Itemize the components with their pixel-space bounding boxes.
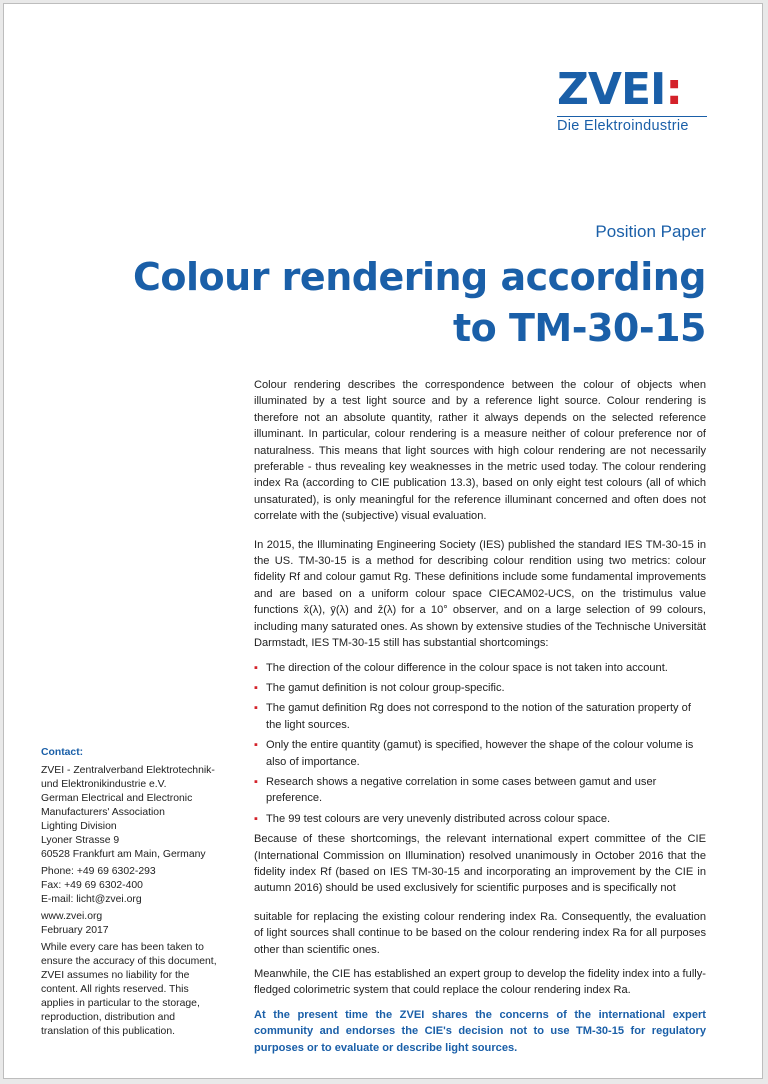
paragraph-cie-resolution: Because of these shortcomings, the relevant international expert committee of the CIE (International Commission on Illumination) resolved unanimously in October 2016 that the fidelity index Rf (based on IES TM-30-15 and incorporating an improvement by the CIE in autumn 2016) should be used exclusively for scientific purposes and is specifically not	[254, 833, 706, 895]
list-item: ▪ The gamut definition is not colour group-specific.	[254, 680, 706, 696]
contact-fax: Fax: +49 69 6302-400	[41, 880, 143, 891]
disclaimer: While every care has been taken to ensure the accuracy of this document, ZVEI assumes no liability for the content. All rights reserved. This applies in particular to the storage, reproduction, distribution and translation of this publication.	[41, 942, 217, 1037]
list-item: ▪ Research shows a negative correlation in some cases between gamut and user preference.	[254, 774, 706, 807]
list-item: ▪ The gamut definition Rg does not correspond to the notion of the saturation property of the light sources.	[254, 700, 706, 733]
title-line-1: Colour rendering according	[133, 255, 706, 299]
list-item: ▪ The direction of the colour difference in the colour space is not taken into account.	[254, 660, 706, 676]
logo-tagline: Die Elektroindustrie	[557, 116, 707, 134]
contact-email: E-mail: licht@zvei.org	[41, 894, 142, 905]
list-item: ▪ The 99 test colours are very unevenly distributed across colour space.	[254, 811, 706, 827]
contact-org-line: und Elektronikindustrie e.V.	[41, 779, 167, 790]
page-title	[106, 252, 706, 354]
paragraph-zvei-position: At the present time the ZVEI shares the concerns of the international expert community and endorses the CIE's decision not to use TM-30-15 for regulatory purposes or to evaluate or describe light sources.	[254, 1008, 706, 1054]
zvei-logo	[557, 66, 707, 134]
main-body-text	[254, 377, 706, 1064]
document-type: Position Paper	[595, 222, 706, 241]
contact-org-line: Manufacturers' Association	[41, 807, 165, 818]
title-line-2: to TM-30-15	[452, 306, 706, 350]
contact-address	[41, 764, 221, 862]
contact-street: Lyoner Strasse 9	[41, 835, 120, 846]
contact-label: Contact:	[41, 747, 84, 758]
publication-date: February 2017	[41, 925, 109, 936]
paragraph-expert-group: Meanwhile, the CIE has established an expert group to develop the fidelity index into a fully-fledged colorimetric system that could replace the colour rendering index Ra.	[254, 968, 706, 997]
logo-wordmark	[557, 66, 707, 114]
contact-sidebar	[41, 746, 221, 1039]
contact-meta	[41, 910, 221, 938]
document-page	[3, 3, 763, 1079]
contact-org-line: ZVEI - Zentralverband Elektrotechnik-	[41, 765, 215, 776]
contact-website: www.zvei.org	[41, 911, 103, 922]
contact-phone-block	[41, 865, 221, 907]
list-item: ▪ Only the entire quantity (gamut) is specified, however the shape of the colour volume is also of importance.	[254, 737, 706, 770]
contact-phone: Phone: +49 69 6302-293	[41, 866, 156, 877]
paragraph-consequence: suitable for replacing the existing colour rendering index Ra. Consequently, the evaluation of light sources shall continue to be based on the colour rendering index Ra for all purposes other than scientific ones.	[254, 910, 706, 956]
paragraph-intro: Colour rendering describes the correspondence between the colour of objects when illuminated by a test light source and by a reference light source. Colour rendering is therefore not an absolute quantity, rather it always depends on the selected reference illuminant. In particular, colour rendering is a measure neither of colour preference nor of naturalness. This means that light sources with high colour rendering are not necessarily preferable - thus revealing key weaknesses in the metric used today. The colour rendering index Ra (according to CIE publication 13.3), based on only eight test colours (all of which unsaturated), is only meaningful for the reference illuminant concerned and often does not correlate with the (subjective) visual evaluation.	[254, 379, 706, 523]
logo-name: ZVEI	[557, 64, 666, 115]
contact-org-line: German Electrical and Electronic	[41, 793, 193, 804]
logo-colon: :	[665, 64, 682, 115]
shortcomings-list	[254, 660, 706, 828]
contact-city: 60528 Frankfurt am Main, Germany	[41, 849, 206, 860]
contact-division: Lighting Division	[41, 821, 117, 832]
paragraph-tm30: In 2015, the Illuminating Engineering Society (IES) published the standard IES TM-30-15 in the US. TM-30-15 is a method for describing colour rendition using two metrics: colour fidelity Rf and colour gamut Rg. These definitions include some fundamental improvements and are based on a uniform colour space CIECAM02-UCS, on the tristimulus value functions x̄(λ), ȳ(λ) and z̄(λ) for a 10° observer, and on a large selection of 99 colours, including many saturated ones. As shown by extensive studies of the Technische Universität Darmstadt, IES TM-30-15 still has substantial shortcomings:	[254, 538, 706, 650]
